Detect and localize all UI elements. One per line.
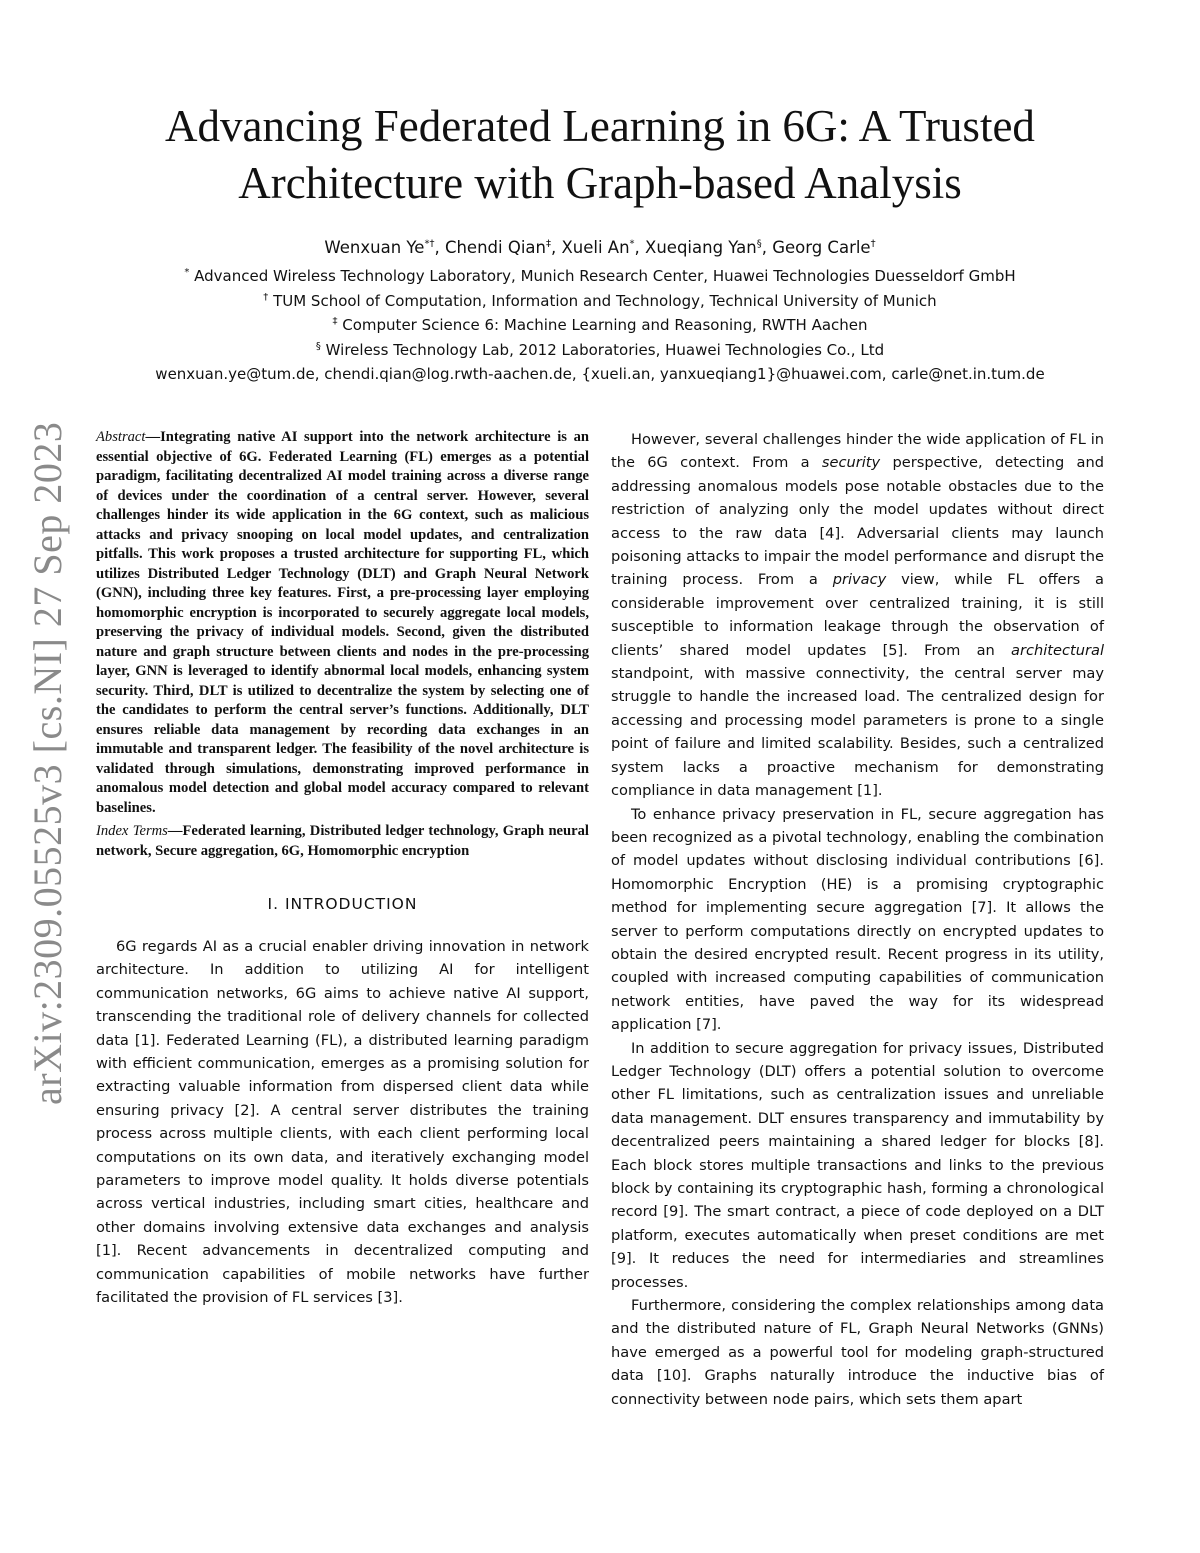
- emphasis-security: security: [821, 454, 881, 472]
- emphasis-privacy: privacy: [832, 571, 887, 589]
- affiliation-text: Computer Science 6: Machine Learning and Reasoning, RWTH Aachen: [342, 316, 868, 334]
- gnn-paragraph: Furthermore, considering the complex relationships among data and the distributed nature of FL, Graph Neural Networks (GNNs) have emerged as a powerful tool for modeling graph-structured data [10]. Graphs naturally introduce the inductive bias of connectivity between node pairs, which sets them apart: [611, 1297, 1104, 1408]
- affiliation-line: [100, 313, 1100, 338]
- emphasis-architectural: architectural: [1011, 641, 1104, 659]
- section-heading: I. INTRODUCTION: [267, 895, 418, 913]
- text-run: view, while FL offers a considerable improvement over centralized training, it is still susceptible to information leakage through the observation of clients’ shared model updates [5]. From an: [611, 571, 1104, 659]
- affiliation-line: [100, 338, 1100, 363]
- index-terms: Index Terms—Federated learning, Distributed ledger technology, Graph neural network, Secure aggregation, 6G, Homomorphic encryption: [96, 823, 589, 859]
- author-name: Xueqiang Yan: [645, 238, 757, 257]
- index-terms-label: Index Terms: [96, 823, 168, 839]
- affiliation-line: [100, 289, 1100, 314]
- affiliation-mark: †: [263, 291, 269, 303]
- secure-aggregation-paragraph: To enhance privacy preservation in FL, secure aggregation has been recognized as a pivotal technology, enabling the combination of model updates without disclosing individual contributions [6]. Homomorphic Encryption (HE) is a promising cryptographic method for implementing secure aggregation [7]. It allows the server to perform computations directly on encrypted updates to obtain the desired encrypted result. Recent progress in its utility, coupled with increased computing capabilities of communication network entities, have paved the way for its widespread application [7].: [611, 805, 1104, 1034]
- intro-paragraph: 6G regards AI as a crucial enabler driving innovation in network architecture. In addition to utilizing AI for intelligent communication networks, 6G aims to achieve native AI support, transcending the traditional role of delivery channels for collected data [1]. Federated Learning (FL), a distributed learning paradigm with efficient communication, emerges as a promising solution for extracting valuable information from dispersed client data while ensuring privacy [2]. A central server distributes the training process across multiple clients, with each client performing local computations on its own data, and iteratively exchanging model parameters to improve model quality. It holds diverse potentials across vertical industries, including smart cities, healthcare and other domains involving extensive data exchanges and analysis [1]. Recent advancements in decentralized computing and communication capabilities of mobile networks have further facilitated the provision of FL services [3].: [96, 938, 589, 1307]
- affiliation-text: TUM School of Computation, Information and Technology, Technical University of Munich: [273, 291, 937, 310]
- left-column: [96, 428, 589, 1310]
- author-mark: *†: [424, 238, 435, 250]
- dlt-paragraph: In addition to secure aggregation for privacy issues, Distributed Ledger Technology (DLT) offers a potential solution to overcome other FL limitations, such as centralization issues and unreliable data management. DLT ensures transparency and immutability by decentralized peers maintaining a shared ledger for blocks [8]. Each block stores multiple transactions and links to the previous block by containing its cryptographic hash, forming a chronological record [9]. The smart contract, a piece of code deployed on a DLT platform, executes automatically when preset conditions are met [9]. It reduces the need for intermediaries and streamlines processes.: [611, 1039, 1104, 1291]
- title-line-1: Advancing Federated Learning in 6G: A Trusted: [165, 101, 1035, 151]
- author-name: Georg Carle: [772, 238, 871, 257]
- text-run: perspective, detecting and addressing anomalous models pose notable obstacles due to the restriction of analyzing only the model updates without direct access to the raw data [4]. Adversarial clients may launch poisoning attacks to impair the model performance and disrupt the training process. From a: [611, 454, 1104, 589]
- author-name: Chendi Qian: [444, 238, 546, 257]
- index-terms-text: Federated learning, Distributed ledger technology, Graph neural network, Secure aggregation, 6G, Homomorphic encryption: [96, 823, 589, 859]
- affiliation-mark: *: [184, 267, 190, 278]
- author-mark: ‡: [545, 238, 551, 250]
- challenges-paragraph: [611, 428, 1104, 803]
- abstract: Abstract—Integrating native AI support into the network architecture is an essential objective of 6G. Federated Learning (FL) emerges as a potential paradigm, facilitating decentralized AI model training across a diverse range of devices under the coordination of a central server. However, several challenges hinder its wide application in the 6G context, such as malicious attacks and privacy snooping on local model updates, and centralization pitfalls. This work proposes a trusted architecture for supporting FL, which utilizes Distributed Ledger Technology (DLT) and Graph Neural Network (GNN), including three key features. First, a pre-processing layer employing homomorphic encryption is incorporated to securely aggregate local models, preserving the privacy of individual models. Second, given the distributed nature and graph structure between clients and nodes in the pre-processing layer, GNN is leveraged to identify abnormal local models, enhancing system security. Third, DLT is utilized to decentralize the system by selecting one of the candidates to perform the central server’s functions. Additionally, DLT ensures reliable data management by recording data exchanges in an immutable and transparent ledger. The feasibility of the novel architecture is validated through simulations, demonstrating improved performance in anomalous model detection and global model accuracy compared to relevant baselines.: [96, 429, 589, 816]
- right-column: [611, 428, 1104, 1411]
- author-name: Wenxuan Ye: [324, 238, 425, 257]
- affiliation-line: [100, 264, 1100, 289]
- text-run: However, several challenges hinder the wide application of FL in the 6G context. From a: [611, 431, 1104, 472]
- affiliation-mark: ‡: [332, 316, 338, 327]
- email-line: wenxuan.ye@tum.de, chendi.qian@log.rwth-aachen.de, {xueli.an, yanxueqiang1}@huawei.com, carle@net.in.tum.de: [155, 365, 1045, 383]
- author-mark: *: [629, 238, 635, 250]
- author-mark: †: [870, 238, 876, 250]
- affiliation-text: Wireless Technology Lab, 2012 Laboratories, Huawei Technologies Co., Ltd: [325, 340, 885, 359]
- affiliation-mark: §: [315, 340, 321, 352]
- author-mark: §: [756, 238, 762, 250]
- author-name: Xueli An: [561, 238, 630, 257]
- abstract-text: Integrating native AI support into the network architecture is an essential objective of 6G. Federated Learning (FL) emerges as a potential paradigm, facilitating decentralized AI model training across a diverse range of devices under the coordination of a central server. However, several challenges hinder its wide application in the 6G context, such as malicious attacks and privacy snooping on local model updates, and centralization pitfalls. This work proposes a trusted architecture for supporting FL, which utilizes Distributed Ledger Technology (DLT) and Graph Neural Network (GNN), including three key features. First, a pre-processing layer employing homomorphic encryption is incorporated to securely aggregate local models, preserving the privacy of individual models. Second, given the distributed nature and graph structure between clients and nodes in the pre-processing layer, GNN is leveraged to identify abnormal local models, enhancing system security. Third, DLT is utilized to decentralize the system by selecting one of the candidates to perform the central server’s functions. Additionally, DLT ensures reliable data management by recording data exchanges in an immutable and transparent ledger. The feasibility of the novel architecture is validated through simulations, demonstrating improved performance in anomalous model detection and global model accuracy compared to relevant baselines.: [96, 429, 589, 816]
- abstract-label: Abstract: [96, 429, 146, 445]
- paper-title: [100, 98, 1100, 212]
- text-run: standpoint, with massive connectivity, the central server may struggle to handle the increased load. The centralized design for accessing and processing model parameters is prone to a single point of failure and limited scalability. Besides, such a centralized system lacks a proactive mechanism for demonstrating compliance in data management [1].: [611, 665, 1104, 800]
- arxiv-side-stamp: arXiv:2309.05525v3 [cs.NI] 27 Sep 2023: [25, 421, 70, 1105]
- title-line-2: Architecture with Graph-based Analysis: [238, 158, 962, 208]
- affiliation-list: [100, 264, 1100, 387]
- author-list: Wenxuan Ye*†, Chendi Qian‡, Xueli An*, Xueqiang Yan§, Georg Carle†: [324, 238, 876, 257]
- affiliation-text: Advanced Wireless Technology Laboratory, Munich Research Center, Huawei Technologies Duesseldorf GmbH: [194, 267, 1016, 285]
